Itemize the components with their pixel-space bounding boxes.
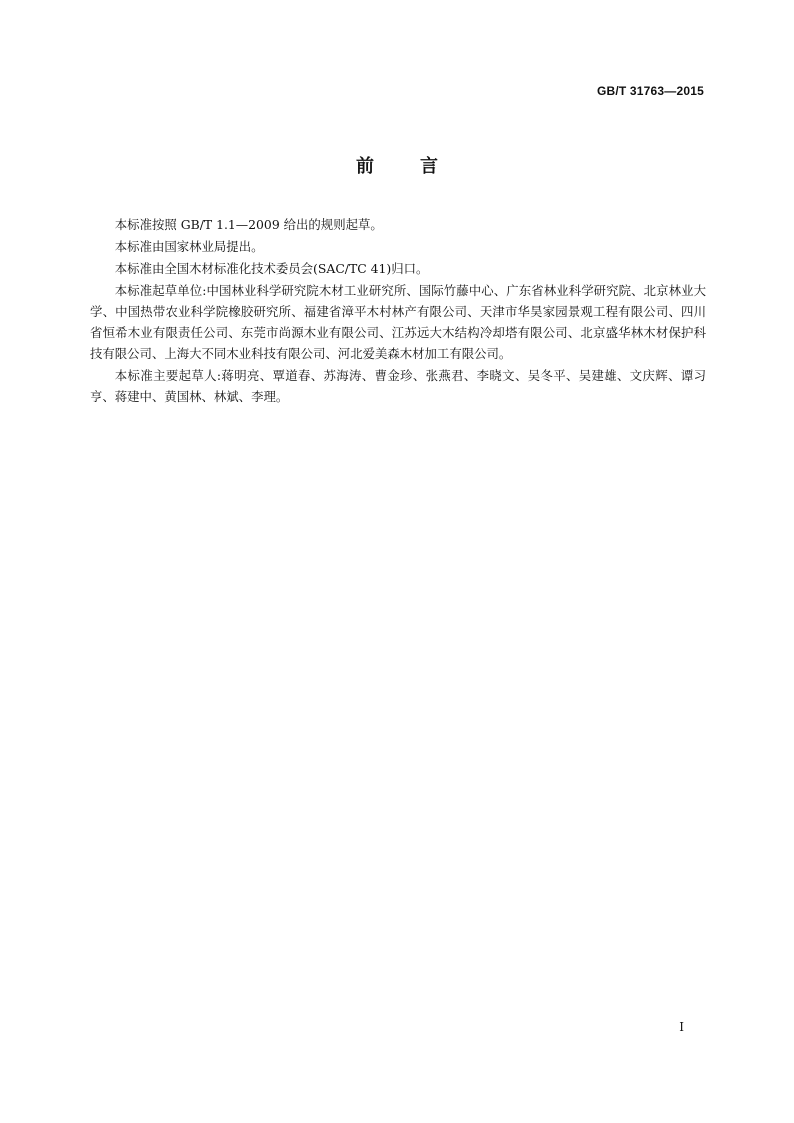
page-title: [0, 152, 794, 178]
title-char-2: 言: [420, 156, 438, 177]
paragraph-committee: 本标准由全国木材标准化技术委员会(SAC/TC 41)归口。: [114, 261, 429, 276]
standard-code: GB/T 31763—2015: [596, 84, 704, 98]
paragraph-main-drafters: 本标准主要起草人:蒋明亮、覃道春、苏海涛、曹金珍、张燕君、李晓文、吴冬平、吴建雄、文庆辉、谭习亨、蒋建中、黄国林、林斌、李理。: [90, 368, 706, 404]
title-char-1: 前: [356, 156, 374, 177]
paragraph-proposer: 本标准由国家林业局提出。: [114, 239, 264, 254]
paragraph-drafting-units: 本标准起草单位:中国林业科学研究院木材工业研究所、国际竹藤中心、广东省林业科学研究院、北京林业大学、中国热带农业科学院橡胶研究所、福建省漳平木村林产有限公司、天津市华昊家园景观工程有限公司、四川省恒希木业有限责任公司、东莞市尚源木业有限公司、江苏远大木结构冷却塔有限公司、北京盛华林木材保护科技有限公司、上海大不同木业科技有限公司、河北爱美森木材加工有限公司。: [90, 283, 706, 361]
page-number: I: [679, 1020, 684, 1034]
paragraph-drafting-rules: 本标准按照 GB/T 1.1—2009 给出的规则起草。: [114, 217, 383, 232]
foreword-body: [90, 214, 706, 408]
